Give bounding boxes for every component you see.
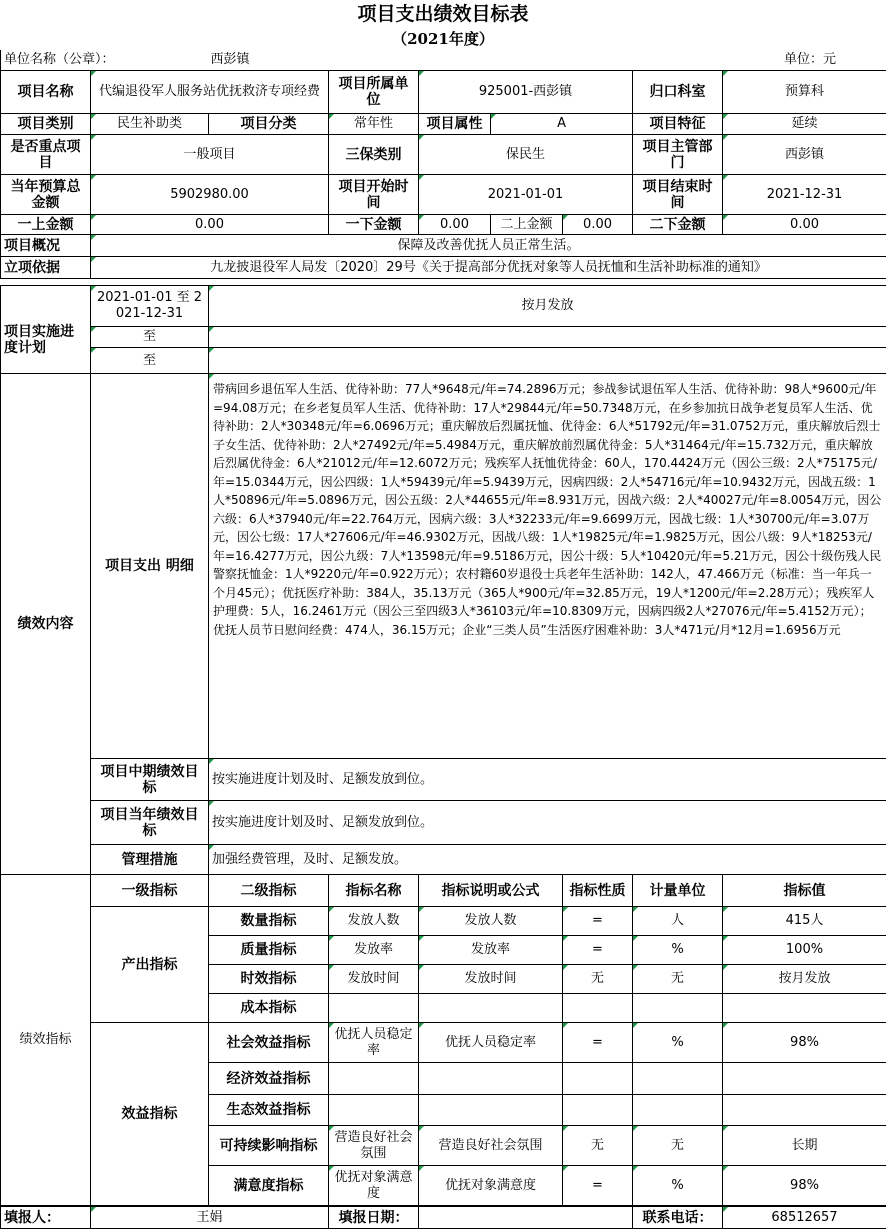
year-target-label: 项目当年绩效目标 bbox=[91, 801, 209, 845]
output-name: 发放人数 bbox=[329, 907, 419, 936]
header-name: 指标名称 bbox=[329, 875, 419, 907]
output-second: 成本指标 bbox=[209, 994, 329, 1023]
project-name-label: 项目名称 bbox=[1, 71, 91, 114]
project-unit: 925001-西彭镇 bbox=[419, 71, 633, 114]
benefit-second: 生态效益指标 bbox=[209, 1095, 329, 1126]
benefit-desc: 优抚人员稳定率 bbox=[419, 1023, 563, 1063]
page-subtitle: （2021年度） bbox=[392, 30, 494, 48]
attr-value: A bbox=[491, 114, 633, 135]
benefit-nature bbox=[563, 1063, 633, 1095]
benefit-value: 长期 bbox=[723, 1126, 886, 1166]
benefit-nature: = bbox=[563, 1166, 633, 1206]
indicators-label: 绩效指标 bbox=[1, 875, 91, 1206]
benefit-desc bbox=[419, 1063, 563, 1095]
output-nature: = bbox=[563, 907, 633, 936]
output-nature bbox=[563, 994, 633, 1023]
basis-label: 立项依据 bbox=[1, 257, 91, 279]
output-value: 415人 bbox=[723, 907, 886, 936]
output-desc bbox=[419, 994, 563, 1023]
plan-content-2 bbox=[209, 327, 886, 348]
measure-value: 加强经费管理，及时、足额发放。 bbox=[209, 845, 886, 875]
next1-label: 一下金额 bbox=[329, 215, 419, 235]
performance-label: 绩效内容 bbox=[1, 374, 91, 875]
guarantee-value: 保民生 bbox=[419, 135, 633, 175]
benefit-second: 可持续影响指标 bbox=[209, 1126, 329, 1166]
output-desc: 发放人数 bbox=[419, 907, 563, 936]
benefit-value: 98% bbox=[723, 1166, 886, 1206]
overview-value: 保障及改善优抚人员正常生活。 bbox=[91, 235, 886, 257]
plan-performance-table bbox=[0, 285, 886, 875]
output-value bbox=[723, 994, 886, 1023]
feature-value: 延续 bbox=[723, 114, 886, 135]
plan-label: 项目实施进度计划 bbox=[1, 286, 91, 374]
measure-label: 管理措施 bbox=[91, 845, 209, 875]
category-value: 民生补助类 bbox=[91, 114, 209, 135]
output-name: 发放时间 bbox=[329, 965, 419, 994]
benefit-nature: 无 bbox=[563, 1126, 633, 1166]
supervisor-value: 西彭镇 bbox=[723, 135, 886, 175]
plan-content-3 bbox=[209, 348, 886, 374]
output-unit: % bbox=[633, 936, 723, 965]
key-project-label: 是否重点项目 bbox=[1, 135, 91, 175]
filler-value: 王娟 bbox=[91, 1207, 329, 1229]
budget-label: 当年预算总金额 bbox=[1, 175, 91, 215]
benefit-desc: 优抚对象满意度 bbox=[419, 1166, 563, 1206]
header-first: 一级指标 bbox=[91, 875, 209, 907]
benefit-unit bbox=[633, 1095, 723, 1126]
detail-label: 项目支出 明细 bbox=[91, 374, 209, 759]
supervisor-label: 项目主管部门 bbox=[633, 135, 723, 175]
benefit-value bbox=[723, 1063, 886, 1095]
prev1-label: 一上金额 bbox=[1, 215, 91, 235]
header-nature: 指标性质 bbox=[563, 875, 633, 907]
end-label: 项目结束时间 bbox=[633, 175, 723, 215]
project-name: 代编退役军人服务站优抚救济专项经费 bbox=[91, 71, 329, 114]
output-unit: 无 bbox=[633, 965, 723, 994]
footer-table bbox=[0, 1206, 886, 1229]
unit-line bbox=[0, 50, 886, 70]
benefit-label: 效益指标 bbox=[91, 1023, 209, 1206]
unit-name-label: 单位名称（公章）： bbox=[1, 50, 151, 70]
output-value: 100% bbox=[723, 936, 886, 965]
next1-value: 0.00 bbox=[419, 215, 491, 235]
plan-period-1: 2021-01-01 至 2021-12-31 bbox=[91, 286, 209, 327]
mid-target-value: 按实施进度计划及时、足额发放到位。 bbox=[209, 759, 886, 801]
mid-target-label: 项目中期绩效目标 bbox=[91, 759, 209, 801]
indicators-table bbox=[0, 874, 886, 1206]
unit-name-value: 西彭镇 bbox=[210, 52, 250, 67]
output-unit bbox=[633, 994, 723, 1023]
output-name: 发放率 bbox=[329, 936, 419, 965]
prev2-value: 0.00 bbox=[563, 215, 633, 235]
detail-content: 带病回乡退伍军人生活、优待补助：77人*9648元/年=74.2896万元；参战参试退伍军人生活、优待补助：98人*9600元/年=94.08万元；在乡老复员军人生活、优待补助：17人*29844元/年=50.7348万元，在乡参加抗日战争老复员军人生活、优待补助：2人*30348元/年=6.0696万元；重庆解放后烈属抚恤、优待金：6人*51792元/年=31.0752万元，重庆解放后烈士子女生活、优待补助：2人*27492元/年=5.4984万元，重庆解放前烈属优待金：5人*31464元/年=15.732万元，重庆解放后烈属优待金：6人*21012元/年=12.6072万元；残疾军人抚恤优待金：60人，170.4424万元（因公三级：2人*75175元/年=15.0344万元，因公四级：1人*59439元/年=5.9439万元，因病四级：2人*54716元/年=10.9432万元，因战五级：1人*50896元/年=5.0896万元，因公五级：2人*44655元/年=8.931万元，因战六级：2人*40027元/年=8.0054万元，因公六级：6人*37940元/年=22.764万元，因病六级：3人*32233元/年=9.6699万元，因战七级：1人*30700元/年=3.07万元，因公七级：17人*27606元/年=46.9302万元，因战八级：1人*19825元/年=1.9825万元，因公八级：9人*18253元/年=16.4277万元，因公九级：7人*13598元/年=9.5186万元，因公十级：5人*10420元/年=5.21万元，因公十级伤残人民警察抚恤金：1人*9220元/年=0.922万元）；农村籍60岁退役士兵老年生活补助：142人，47.466万元（标准：当一年兵一个月45元）；优抚医疗补助：384人，35.13万元（365人*900元/年=32.85万元，19人*1200元/年=2.28万元）；残疾军人护理费：5人，16.2461万元（因公三至四级3人*36103元/年=10.8309万元，因病四级2人*27076元/年=5.4152万元）；优抚人员节日慰问经费：474人，36.15万元；企业“三类人员”生活医疗困难补助：3人*471元/月*12月=1.6956万元 bbox=[209, 374, 886, 759]
dept-value: 预算科 bbox=[723, 71, 886, 114]
feature-label: 项目特征 bbox=[633, 114, 723, 135]
plan-content-1: 按月发放 bbox=[209, 286, 886, 327]
prev2-label: 二上金额 bbox=[491, 215, 563, 235]
benefit-name: 营造良好社会氛围 bbox=[329, 1126, 419, 1166]
benefit-name: 优抚对象满意度 bbox=[329, 1166, 419, 1206]
end-value: 2021-12-31 bbox=[723, 175, 886, 215]
category-label: 项目类别 bbox=[1, 114, 91, 135]
output-label: 产出指标 bbox=[91, 907, 209, 1023]
benefit-unit bbox=[633, 1063, 723, 1095]
phone-label: 联系电话： bbox=[633, 1207, 723, 1229]
output-second: 时效指标 bbox=[209, 965, 329, 994]
page-title: 项目支出绩效目标表 bbox=[357, 3, 529, 25]
benefit-nature: = bbox=[563, 1023, 633, 1063]
plan-period-3: 至 bbox=[91, 348, 209, 374]
output-second: 数量指标 bbox=[209, 907, 329, 936]
benefit-value: 98% bbox=[723, 1023, 886, 1063]
benefit-name bbox=[329, 1063, 419, 1095]
benefit-name: 优抚人员稳定率 bbox=[329, 1023, 419, 1063]
date-label: 填报日期： bbox=[329, 1207, 419, 1229]
benefit-unit: % bbox=[633, 1023, 723, 1063]
plan-period-2: 至 bbox=[91, 327, 209, 348]
benefit-value bbox=[723, 1095, 886, 1126]
filler-label: 填报人： bbox=[1, 1207, 91, 1229]
budget-value: 5902980.00 bbox=[91, 175, 329, 215]
next2-value: 0.00 bbox=[723, 215, 886, 235]
start-label: 项目开始时间 bbox=[329, 175, 419, 215]
output-nature: = bbox=[563, 936, 633, 965]
class-label: 项目分类 bbox=[209, 114, 329, 135]
date-value bbox=[419, 1207, 633, 1229]
output-name bbox=[329, 994, 419, 1023]
benefit-name bbox=[329, 1095, 419, 1126]
output-unit: 人 bbox=[633, 907, 723, 936]
benefit-unit: % bbox=[633, 1166, 723, 1206]
year-target-value: 按实施进度计划及时、足额发放到位。 bbox=[209, 801, 886, 845]
benefit-nature bbox=[563, 1095, 633, 1126]
output-desc: 发放时间 bbox=[419, 965, 563, 994]
benefit-unit: 无 bbox=[633, 1126, 723, 1166]
header-unit: 计量单位 bbox=[633, 875, 723, 907]
class-value: 常年性 bbox=[329, 114, 419, 135]
next2-label: 二下金额 bbox=[633, 215, 723, 235]
output-nature: 无 bbox=[563, 965, 633, 994]
header-second: 二级指标 bbox=[209, 875, 329, 907]
benefit-desc: 营造良好社会氛围 bbox=[419, 1126, 563, 1166]
info-table bbox=[0, 70, 886, 279]
overview-label: 项目概况 bbox=[1, 235, 91, 257]
benefit-second: 社会效益指标 bbox=[209, 1023, 329, 1063]
header-value: 指标值 bbox=[723, 875, 886, 907]
start-value: 2021-01-01 bbox=[419, 175, 633, 215]
dept-label: 归口科室 bbox=[633, 71, 723, 114]
prev1-value: 0.00 bbox=[91, 215, 329, 235]
project-unit-label: 项目所属单位 bbox=[329, 71, 419, 114]
output-desc: 发放率 bbox=[419, 936, 563, 965]
benefit-second: 满意度指标 bbox=[209, 1166, 329, 1206]
key-project-value: 一般项目 bbox=[91, 135, 329, 175]
basis-value: 九龙披退役军人局发〔2020〕29号《关于提高部分优抚对象等人员抚恤和生活补助标准的通知》 bbox=[91, 257, 886, 279]
phone-value: 68512657 bbox=[723, 1207, 886, 1229]
benefit-desc bbox=[419, 1095, 563, 1126]
output-second: 质量指标 bbox=[209, 936, 329, 965]
header-desc: 指标说明或公式 bbox=[419, 875, 563, 907]
output-value: 按月发放 bbox=[723, 965, 886, 994]
currency-unit: 单位：元 bbox=[731, 50, 886, 70]
benefit-second: 经济效益指标 bbox=[209, 1063, 329, 1095]
guarantee-label: 三保类别 bbox=[329, 135, 419, 175]
attr-label: 项目属性 bbox=[419, 114, 491, 135]
